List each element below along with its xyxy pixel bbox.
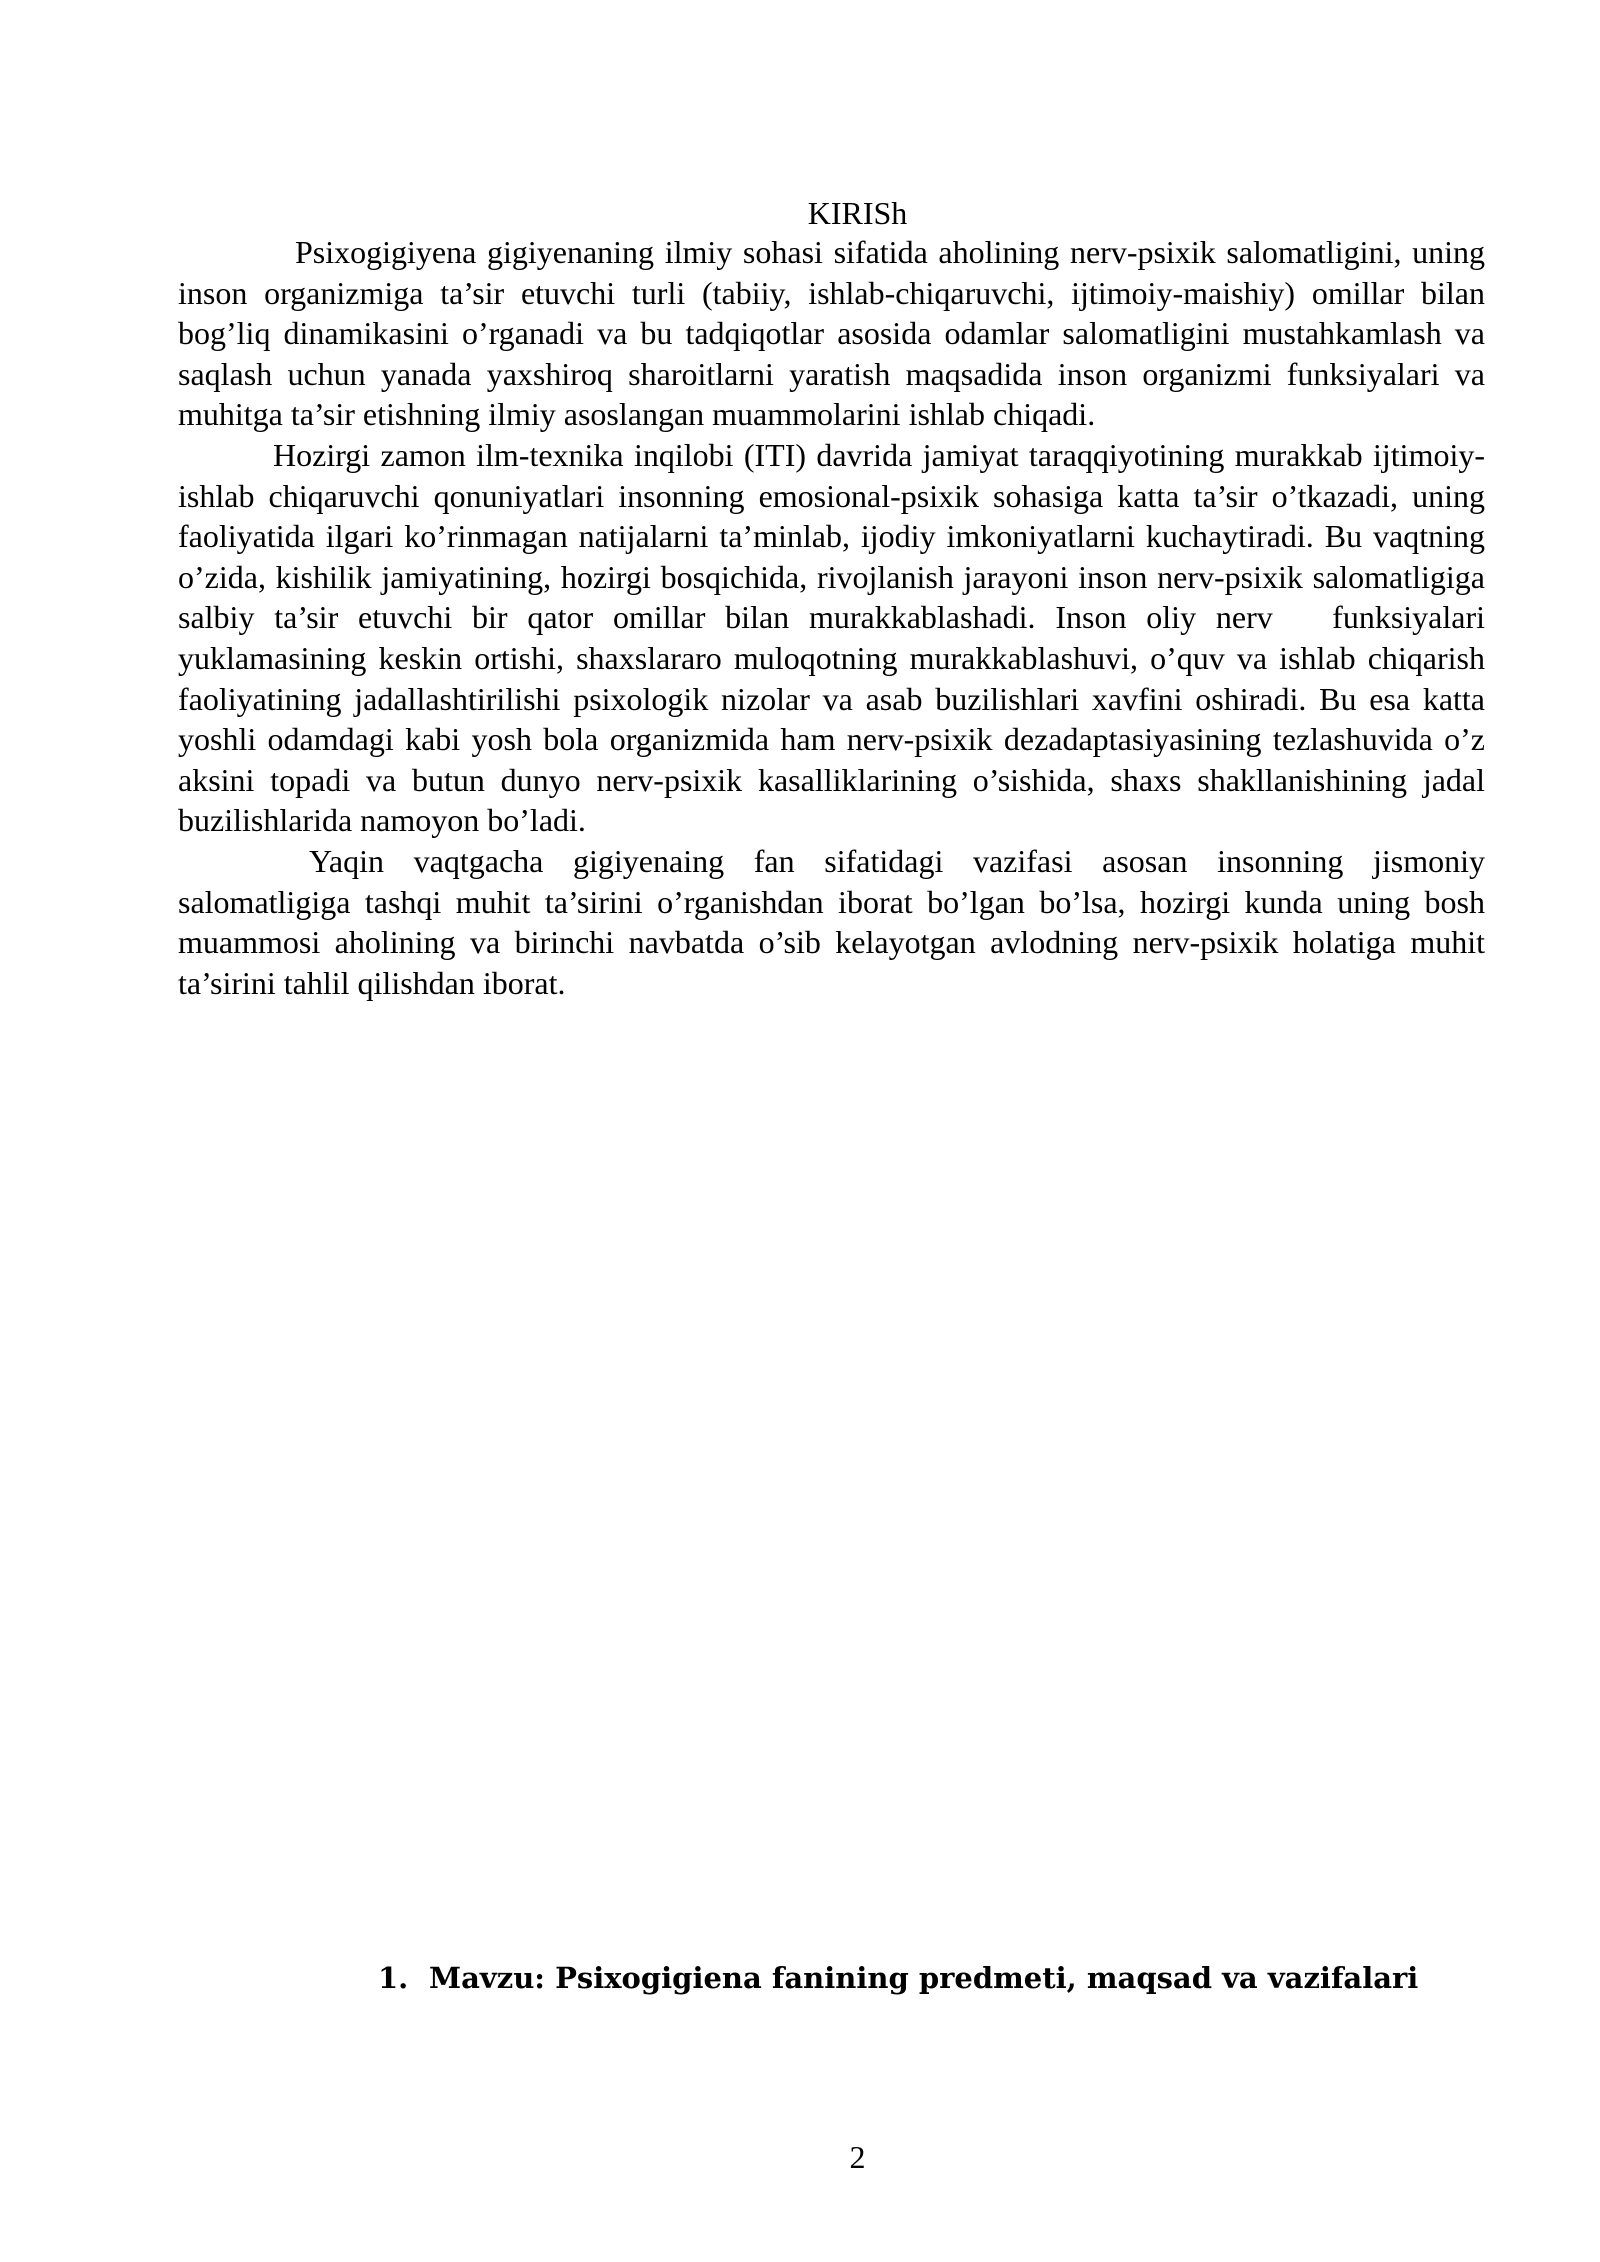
paragraph: Yaqin vaqtgacha gigiyenaing fan sifatidagi vazifasi asosan insonning jismoniy salomatligiga tashqi muhit ta’sirini o’rganishdan iborat bo’lgan bo’lsa, hozirgi kunda uning bosh muammosi aholining va birinchi navbatda o’sib kelayotgan avlodning nerv-psixik holatiga muhit ta’sirini tahlil qilishdan iborat. [178,842,1485,1001]
paragraph: Psixogigiyena gigiyenaning ilmiy sohasi sifatida aholining nerv-psixik salomatligini, uning inson organizmiga ta’sir etuvchi turli (tabiiy, ishlab-chiqaruvchi, ijtimoiy-maishiy) omillar bilan bog’liq dinamikasini o’rganadi va bu tadqiqotlar asosida odamlar salomatligini mustahkamlash va saqlash uchun yanada yaxshiroq sharoitlarni yaratish maqsadida inson organizmi funksiyalari va muhitga ta’sir etishning ilmiy asoslangan muammolarini ishlab chiqadi. [178,234,1485,433]
chapter-heading [378,1958,1478,1998]
chapter-number: 1. [378,1961,409,1995]
intro-text [178,232,1493,1003]
section-heading: KIRISh [807,195,908,231]
paragraph: Hozirgi zamon ilm-texnika inqilobi (ITI) davrida jamiyat taraqqiyotining murakkab ijtimoiy-ishlab chiqaruvchi qonuniyatlari insonning emosional-psixik sohasiga katta ta’sir o’tkazadi, uning faoliyatida ilgari ko’rinmagan natijalarni ta’minlab, ijodiy imkoniyatlarni kuchaytiradi. Bu vaqtning o’zida, kishilik jamiyatining, hozirgi bosqichida, rivojlanish jarayoni inson nerv-psixik salomatligiga salbiy ta’sir etuvchi bir qator omillar bilan murakkablashadi. Inson oliy nerv funksiyalari yuklamasining keskin ortishi, shaxslararo muloqotning murakkablashuvi, o’quv va ishlab chiqarish faoliyatining jadallashtirilishi psixologik nizolar va asab buzilishlari xavfini oshiradi. Bu esa katta yoshli odamdagi kabi yosh bola organizmida ham nerv-psixik dezadaptasiyasining tezlashuvida o’z aksini topadi va butun dunyo nerv-psixik kasalliklarining o’sishida, shaxs shakllanishining jadal buzilishlarida namoyon bo’ladi. [178,436,1493,839]
page-number: 2 [849,2139,866,2175]
chapter-title: Mavzu: Psixogigiena fanining predmeti, maqsad va vazifalari [429,1961,1419,1995]
